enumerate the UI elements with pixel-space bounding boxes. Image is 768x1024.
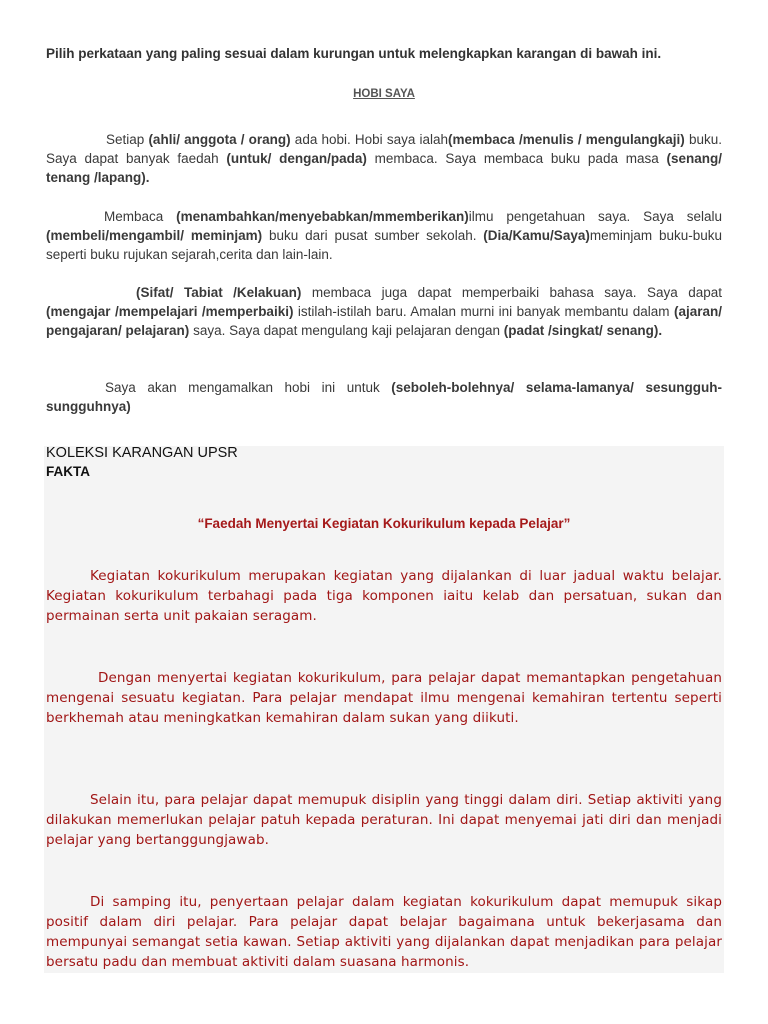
word-choice: (ahli/ anggota / orang) xyxy=(148,132,291,147)
word-choice: (senang/ tenang /lapang). xyxy=(46,151,722,185)
word-choice: (membeli/mengambil/ meminjam) xyxy=(46,228,263,243)
paragraph-text: meminjam buku-buku seperti buku rujukan sejarah,cerita dan lain-lain. xyxy=(46,228,722,262)
instruction: Pilih perkataan yang paling sesuai dalam kurungan untuk melengkapkan karangan di bawah ini. xyxy=(46,46,662,61)
paragraph-text: Membaca xyxy=(104,209,177,224)
paragraph-4 xyxy=(46,378,722,416)
word-choice: (Sifat/ Tabiat /Kelakuan) xyxy=(136,285,302,300)
paragraph-text: istilah-istilah baru. Amalan murni ini banyak membantu dalam xyxy=(293,304,674,319)
koleksi-heading: KOLEKSI KARANGAN UPSR xyxy=(46,445,238,461)
paragraph-2 xyxy=(46,207,722,264)
hobi-title: HOBI SAYA xyxy=(353,88,415,100)
paragraph-3 xyxy=(46,283,722,340)
word-choice: (menambahkan/menyebabkan/mmemberikan) xyxy=(176,209,469,224)
paragraph-text: buku dari pusat sumber sekolah. xyxy=(262,228,484,243)
essay-paragraph-2: Dengan menyertai kegiatan kokurikulum, para pelajar dapat memantapkan pengetahuan mengenai sesuatu kegiatan. Para pelajar mendapat ilmu mengenai kemahiran tertentu seperti berkhemah atau meningkatkan kemahiran dalam sukan yang diikuti. xyxy=(46,670,722,726)
paragraph-text: membaca juga dapat memperbaiki bahasa saya. Saya dapat xyxy=(301,285,722,300)
paragraph-text: membaca. Saya membaca buku pada masa xyxy=(366,151,667,166)
word-choice: (untuk/ dengan/pada) xyxy=(226,151,367,166)
word-choice: (mengajar /mempelajari /memperbaiki) xyxy=(46,304,294,319)
word-choice: (Dia/Kamu/Saya) xyxy=(483,228,590,243)
paragraph-text: Saya akan mengamalkan hobi ini untuk xyxy=(105,380,392,395)
essay-paragraph-1: Kegiatan kokurikulum merupakan kegiatan yang dijalankan di luar jadual waktu belajar. Kegiatan kokurikulum terbahagi pada tiga komponen iaitu kelab dan persatuan, sukan dan permainan serta unit pakaian seragam. xyxy=(46,568,722,624)
fakta-label: FAKTA xyxy=(46,464,90,479)
paragraph-text: ada hobi. Hobi saya ialah xyxy=(290,132,449,147)
essay-paragraph-3: Selain itu, para pelajar dapat memupuk disiplin yang tinggi dalam diri. Setiap aktiviti yang dilakukan memerlukan pelajar patuh kepada peraturan. Ini dapat menyemai jati diri dan menjadi pelajar yang bertanggungjawab. xyxy=(46,792,722,848)
paragraph-text: Setiap xyxy=(106,132,149,147)
word-choice: (padat /singkat/ senang). xyxy=(503,323,663,338)
paragraph-text: saya. Saya dapat mengulang kaji pelajaran dengan xyxy=(189,323,504,338)
word-choice: (ajaran/ pengajaran/ pelajaran) xyxy=(46,304,722,338)
essay-paragraph-4: Di samping itu, penyertaan pelajar dalam kegiatan kokurikulum dapat memupuk sikap positif dalam diri pelajar. Para pelajar dapat belajar bagaimana untuk bekerjasama dan mempunyai semangat setia kawan. Setiap aktiviti yang dijalankan dapat menjadikan para pelajar bersatu padu dan membuat aktiviti dalam suasana harmonis. xyxy=(46,894,722,970)
word-choice: (membaca /menulis / mengulangkaji) xyxy=(448,132,685,147)
word-choice: (seboleh-bolehnya/ selama-lamanya/ sesungguh-sungguhnya) xyxy=(46,380,722,414)
essay-title: “Faedah Menyertai Kegiatan Kokurikulum kepada Pelajar” xyxy=(197,516,571,531)
paragraph-text: ilmu pengetahuan saya. Saya selalu xyxy=(468,209,722,224)
paragraph-1 xyxy=(46,130,722,187)
paragraph-text: buku. Saya dapat banyak faedah xyxy=(46,132,722,166)
